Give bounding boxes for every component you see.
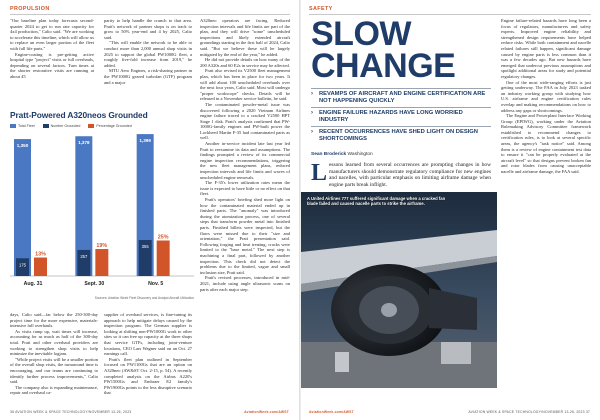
deck-item — [311, 107, 491, 126]
bar-percent-grounded — [157, 241, 170, 277]
paragraph: days, Calio said—far below the 250-300-day project time for the more expensive, materials-intensive full overhauls. — [10, 312, 98, 329]
body-column-2-lower — [104, 312, 192, 406]
right-folio — [468, 410, 590, 414]
page-number: 37 — [585, 410, 590, 414]
x-tick-label: Aug. 31 — [23, 281, 43, 287]
paragraph: parity to help handle the crunch to that area. Pratt's network of partner shops is on track to grow to 50% year-end and 4 by 2025, Calio said. — [104, 18, 192, 40]
bar-label-percent: 13% — [35, 251, 46, 258]
lead-paragraph — [311, 162, 491, 188]
paragraph: The Engine and Powerplant Interface Working Group (EPIWG), working under the Aviation Rulemaking Advisory Committee framework established to recommend changes to certification rules, is to look at several specific areas, the agency's "task notice" said. Among them is a review of engine containment test data to ensure it "can be properly evaluated at the aircraft level" so that designs prevent broken fan and rotor blades from causing unacceptable nacelle and airframe damage, the FAA said. — [501, 113, 591, 175]
paragraph: Another in-service incident late last year led Pratt to reexamine its data and assumptions. The findings prompted a review of its commercial engine inspection recommendations, triggering the new fleet management plans, reduced inspection intervals and life limits and waves of unscheduled engine removals. — [200, 141, 290, 180]
bar-label-total: 1,350 — [16, 143, 29, 149]
photo-caption: A United Airlines 777 suffered significant damage when a cracked fan blade failed and caused nacelle parts to strike the airframe. — [307, 196, 446, 206]
chart-title: Pratt-Powered A320neos Grounded — [10, 110, 148, 120]
paragraph: "While project visits will be a smaller portion of the overall shop visits, the turnaround time is encouraging, and our teams are continuing to identify further process improvements," Calio said. — [10, 356, 98, 385]
paragraph: "Our baseline plan today forecasts second-quarter 2024 to get to run rate capacity for 4x4 production," Calio said. "We are working to accelerate this timeline, which will allow us to replace an even larger portion of the fleet with full life parts." — [10, 18, 94, 51]
chart-source: Sources: Aviation Week Fleet Discovery and Analyst Aircraft Utilization — [94, 296, 194, 300]
paragraph: Engine-coating is pre-getting active hospital type "project" visits or full overhauls, depending on several factors. Turn times at the shorter restorative visits are running at about 45 — [10, 51, 94, 79]
top-rule — [10, 14, 290, 15]
section-label: SAFETY — [309, 6, 333, 12]
left-page — [0, 0, 299, 420]
legend-label: Percentage Grounded — [96, 124, 132, 128]
bar-label-percent: 25% — [157, 234, 169, 241]
legend-swatch — [10, 124, 16, 128]
bar-label-percent: 19% — [96, 243, 108, 250]
paragraph: Pratt's revised processes, introduced in mid-2021, include using angle ultrasonic scans on parts after each major step. — [200, 275, 290, 292]
paragraph: "This will enable the network to be able to conduct more than 2,000 annual shop visits in 2025 to support the global PW1000G fleet, a roughly five-fold increase from 2019," he added. — [104, 40, 192, 68]
chart-legend — [10, 124, 194, 128]
paragraph: Pratt's operators' briefing shed more light on how the contaminated material ended up in finished parts. The "anomaly" was introduced during the atomization process, one of several steps that transform powder metal into finished parts. Finished billets were inspected, but the flaws were missed due to their "size and orientation," the Pratt presentation said. Following forging and heat treating, cracks were limited to the "base metal." The next step is machining a final part, followed by another inspection. This check did not detect the problems due to the limited, vague and small inclusion size, Pratt said. — [200, 197, 290, 275]
body-column-1-lower — [10, 312, 98, 406]
x-tick-label: Sept. 30 — [84, 281, 105, 287]
paragraph: One of the most wide-ranging efforts is just getting underway. The FAA in July 2023 tasked an industry working group with studying how U.S. airframe and engine certification rules overlap and making recommendations on how to address any gaps or shortcomings. — [501, 79, 591, 113]
lead-text: essons learned from several occurrences are prompting changes in how manufacturers should demonstrate regulatory compliance for new engines and nacelles, with particular emphasis on limiting airframe damage when engine parts break inflight. — [329, 162, 491, 188]
author-name: Sean Broderick — [311, 152, 347, 157]
right-page — [301, 0, 600, 420]
chevron-right-icon: › — [311, 129, 313, 136]
headline — [311, 15, 491, 85]
right-site-link[interactable] — [309, 410, 354, 414]
legend-label: Number Grounded — [50, 124, 81, 128]
paragraph: As visits ramp up, wait times will increase, accounting for as much as half of the 300-day total. Pratt and other overhaul providers are working to strengthen shop visits to help minimize the inevitable logjam. — [10, 328, 98, 357]
hangar-photo — [301, 192, 497, 388]
section-label: PROPULSION — [10, 6, 50, 12]
chevron-right-icon: › — [311, 110, 313, 117]
deck-item — [311, 88, 491, 107]
site-link-text[interactable]: AviationWeek.com/AWST — [309, 410, 354, 414]
deck-text: RECENT OCCURRENCES HAVE SHED LIGHT ON DESIGN SHORTCOMINGS — [319, 129, 478, 142]
deck-text: REVAMPS OF AIRCRAFT AND ENGINE CERTIFICATION ARE NOT HAPPENING QUICKLY — [319, 91, 486, 104]
magazine-line: AVIATION WEEK & SPACE TECHNOLOGY/NOVEMBER 13-26, 2023 — [15, 410, 132, 414]
legend-swatch — [88, 124, 94, 128]
bar-label-grounded: 175 — [19, 262, 26, 268]
legend-item — [88, 124, 131, 128]
aircraft-engine-image — [301, 192, 497, 388]
headline-line: SLOW — [311, 15, 411, 53]
legend-item — [43, 124, 81, 128]
bar-label-total: 1,399 — [139, 138, 151, 144]
paragraph: A320neo operators are facing. Reduced inspection intervals and life limits are part of the plan, and they will drive "some" unscheduled inspections and likely extended aircraft groundings starting in the first half of 2024, Calio said. "But we believe these will be largely mitigated by the end of the year," he added. — [200, 18, 290, 57]
chevron-right-icon: › — [311, 91, 313, 97]
paragraph: Pratt also revised its V2500 fleet management plan, which has been in place for two years. It will add about 100 unscheduled overhauls over the next four years, Calio said. Most will undergo "proper workscope" checks. Details will be released in a November service bulletin, he said. — [200, 68, 290, 102]
site-link-text[interactable]: AviationWeek.com/AWST — [244, 410, 289, 414]
chart-plot — [10, 130, 194, 296]
drop-cap: L — [311, 160, 328, 186]
left-folio — [10, 410, 131, 414]
deck-item — [311, 126, 491, 145]
bar-total-fleet — [14, 139, 31, 276]
legend-item — [10, 124, 35, 128]
paragraph: He did not provide details on how many of the 200 A320s and 60 E2s in service may be affected. — [200, 57, 290, 68]
paragraph: The F-35's lower utilization rates mean the issue is expected to have little or no effect on that fleet. — [200, 180, 290, 197]
paragraph: Pratt's fleet plan outlined in September focused on PW1100Gs that are an option on A320neo (AW&ST Oct. 2-15, p. 54). A recently completed analysis on the Airbus A220's PW1500Gs and Embraer E2 family's PW1900Gs points to the less disruptive scenario that — [104, 356, 192, 396]
x-tick-label: Nov. 5 — [148, 281, 164, 287]
byline — [311, 152, 373, 157]
left-site-link[interactable] — [244, 410, 289, 414]
paragraph: MTU Aero Engines, a risk-sharing partner in the PW1000G geared turbofan (GTF) program and a major — [104, 68, 192, 85]
deck-list — [311, 88, 491, 146]
body-column-2 — [104, 18, 192, 106]
page-number: 36 — [10, 410, 15, 414]
body-column-right — [501, 18, 591, 406]
deck-text: ENGINE FAILURE HAZARDS HAVE LONG WORRIED INDUSTRY — [319, 110, 463, 123]
bar-percent-grounded — [34, 258, 47, 276]
magazine-line: AVIATION WEEK & SPACE TECHNOLOGY/NOVEMBER 13-26, 2023 — [468, 410, 585, 414]
grounded-chart — [10, 110, 194, 306]
paragraph: The company also is expanding maintenance, repair and overhaul ca- — [10, 384, 98, 396]
bar-label-grounded: 257 — [80, 253, 88, 259]
headline-line: CHANGE — [311, 47, 456, 85]
bar-label-total: 1,378 — [78, 140, 90, 146]
paragraph: Engine failure-related hazards have long been a focus of regulators, manufacturers and safety experts. Improved engine reliability and strengthened design requirements have helped reduce risks. While both containment and nacelle related failures still happen, significant damage caused by engine parts is less common than it was a few decades ago. But new hazards have emerged that undercut previous assumptions and spotlight additional areas for study and potential regulatory changes. — [501, 18, 591, 79]
legend-label: Total Fleet — [18, 124, 35, 128]
body-column-1 — [10, 18, 94, 106]
author-location: Washington — [347, 152, 373, 157]
body-column-3 — [200, 18, 290, 406]
paragraph: The contaminated powder-metal issue was discovered following a 2020 Vietnam Airlines engine failure traced to a cracked V2500 HPT Stage 1 disk. Pratt's analysis confirmed that PW-1000G-family engines and PW-built power the Lockheed Martin F-35 had contaminated parts as well. — [200, 101, 290, 141]
bar-percent-grounded — [95, 249, 108, 276]
paragraph: supplier of overhaul services, is fine-tuning its approach to help mitigate delays caused by the inspection program. The German supplier is looking at shifting non-PW1000G work to other sites so it can free up capacity at the three shops that service GTFs, including joint-venture locations, CEO Lars Wagner said on an Oct. 27 earnings call. — [104, 312, 192, 357]
legend-swatch — [43, 124, 49, 128]
bar-label-grounded: 355 — [141, 243, 149, 249]
